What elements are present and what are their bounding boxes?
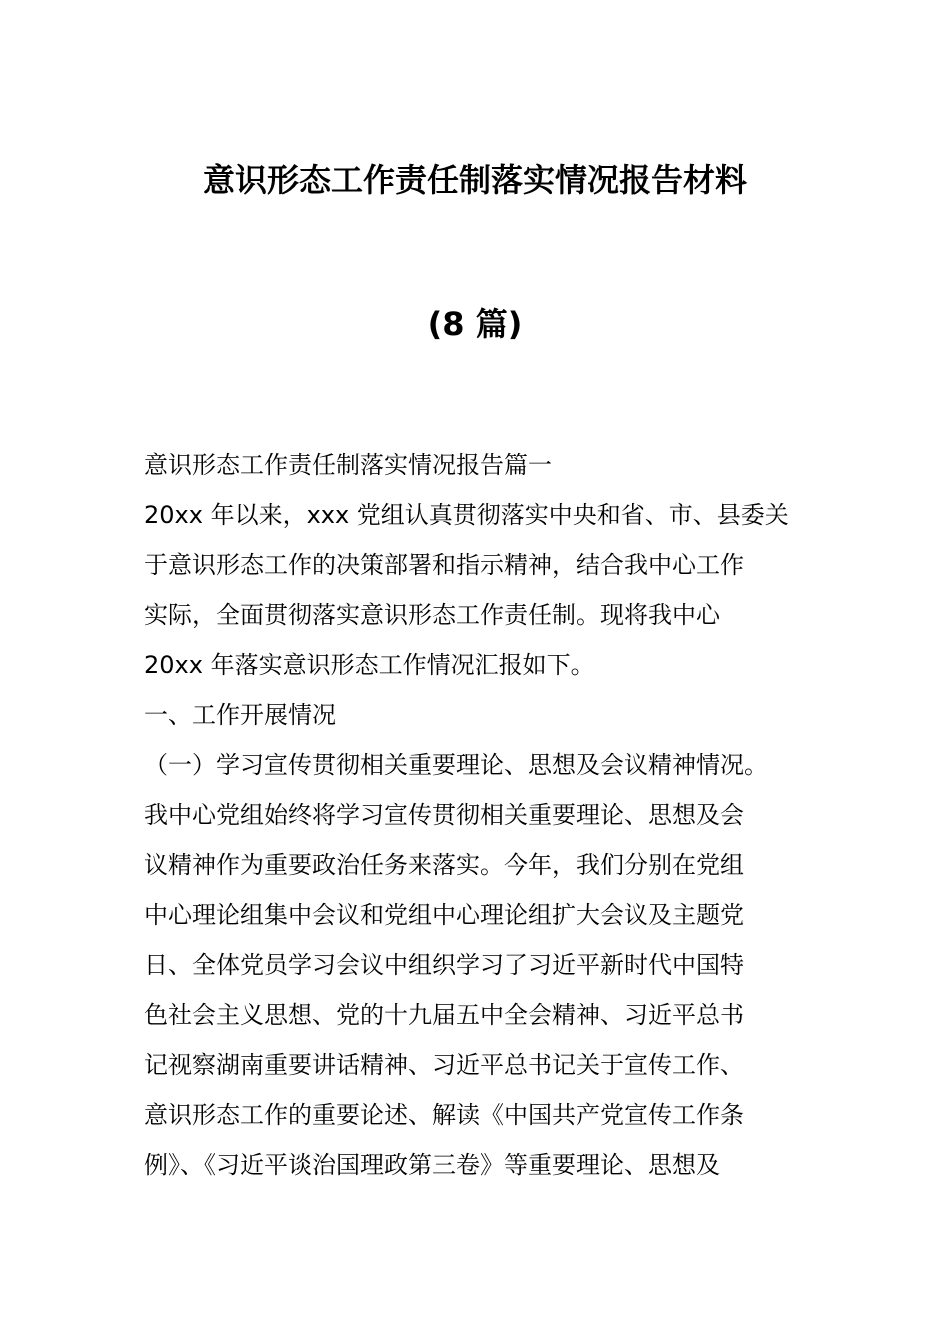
paragraph-line: 日、全体党员学习会议中组织学习了习近平新时代中国特 <box>144 951 744 979</box>
paragraph-line: 例》、《习近平谈治国理政第三卷》等重要理论、思想及 <box>144 1151 720 1179</box>
paragraph-line: 议精神作为重要政治任务来落实。今年，我们分别在党组 <box>144 851 744 879</box>
document-subtitle: (8 篇) <box>427 305 523 343</box>
paragraph-line: 实际，全面贯彻落实意识形态工作责任制。现将我中心 <box>144 601 720 629</box>
section-heading-part-one: 意识形态工作责任制落实情况报告篇一 <box>144 451 552 479</box>
document-title: 意识形态工作责任制落实情况报告材料 <box>202 161 747 199</box>
paragraph-line: 记视察湖南重要讲话精神、习近平总书记关于宣传工作、 <box>144 1051 744 1079</box>
paragraph-line: 中心理论组集中会议和党组中心理论组扩大会议及主题党 <box>144 901 744 929</box>
paragraph-line: 我中心党组始终将学习宣传贯彻相关重要理论、思想及会 <box>144 801 744 829</box>
paragraph-line: 于意识形态工作的决策部署和指示精神，结合我中心工作 <box>144 551 744 579</box>
subsection-heading-study: （一）学习宣传贯彻相关重要理论、思想及会议精神情况。 <box>144 751 768 779</box>
document-body <box>144 440 808 1190</box>
paragraph-line: 色社会主义思想、党的十九届五中全会精神、习近平总书 <box>144 1001 744 1029</box>
paragraph-line: 20xx 年以来，xxx 党组认真贯彻落实中央和省、市、县委关 <box>144 501 789 529</box>
paragraph-line: 意识形态工作的重要论述、解读《中国共产党宣传工作条 <box>144 1101 744 1129</box>
section-heading-work-status: 一、工作开展情况 <box>144 701 336 729</box>
paragraph-line: 20xx 年落实意识形态工作情况汇报如下。 <box>144 651 595 679</box>
